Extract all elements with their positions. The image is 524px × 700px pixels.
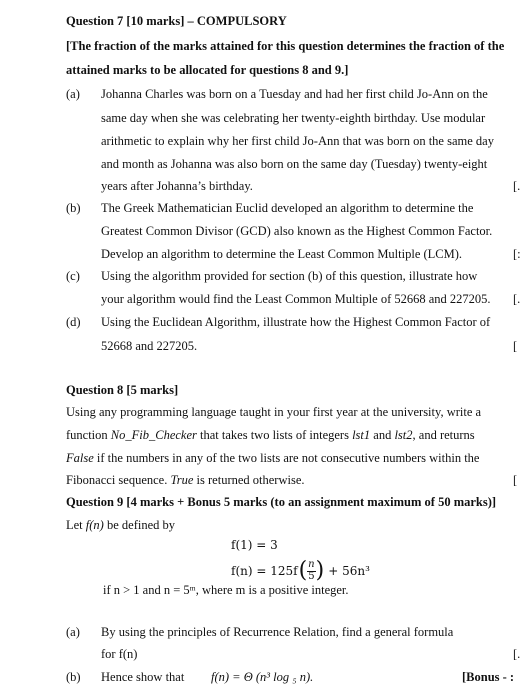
q7-intro-line-2: attained marks to be allocated for questions 8 and 9.]	[66, 63, 349, 77]
q8-line-1: Using any programming language taught in your first year at the university, write a	[66, 405, 482, 419]
q9-eq-paren: (	[298, 558, 308, 583]
q9-function: f(n)	[85, 518, 104, 532]
q8-line-2-text: and	[370, 428, 395, 442]
q8-false-keyword: False	[66, 451, 94, 465]
q8-list-name-1: lst1	[352, 428, 371, 442]
q7-part-c-label: (c)	[66, 269, 80, 283]
q9-part-a-line: for f(n)	[101, 647, 138, 661]
q8-line-2-text: that takes two lists of integers	[196, 428, 353, 442]
q9-part-b-line: Hence show that	[101, 670, 185, 684]
q8-mark: [	[513, 473, 518, 487]
q9-part-b-label: (b)	[66, 670, 81, 684]
q9-part-b-bonus-mark: [Bonus - :	[462, 670, 515, 684]
q9-eq-numerator: n	[308, 559, 315, 570]
q8-true-keyword: True	[170, 473, 194, 487]
q8-function-name: No_Fib_Checker	[110, 428, 197, 442]
q7-part-c-mark: [.	[513, 292, 521, 306]
q9-let-text: be defined by	[103, 518, 176, 532]
q7-heading: Question 7 [10 marks] – COMPULSORY	[66, 14, 287, 28]
q9-equation-base-case: f(1) = 3	[231, 538, 278, 552]
q9-equation-recurrence	[231, 560, 370, 582]
q9-eq-fraction	[307, 560, 315, 582]
q7-part-b-line: Greatest Common Divisor (GCD) also known as the Highest Common Factor.	[101, 224, 493, 238]
q7-part-a-mark: [.	[513, 179, 521, 193]
q9-eq-lhs: f(n) = 125f	[231, 564, 298, 578]
q7-part-c-line: Using the algorithm provided for section (b) of this question, illustrate how	[101, 269, 478, 283]
q8-heading: Question 8 [5 marks]	[66, 383, 179, 397]
q7-part-b-label: (b)	[66, 201, 81, 215]
q7-part-b-line: The Greek Mathematician Euclid developed an algorithm to determine the	[101, 201, 474, 215]
q8-line-4-text: is returned otherwise.	[193, 473, 305, 487]
q9-heading: Question 9 [4 marks + Bonus 5 marks (to an assignment maximum of 50 marks)]	[66, 495, 497, 509]
q9-part-a-mark: [.	[513, 647, 521, 661]
q7-part-d-label: (d)	[66, 315, 81, 329]
q7-part-c-line: your algorithm would find the Least Common Multiple of 52668 and 227205.	[101, 292, 491, 306]
q9-eq-rhs: + 56n³	[328, 564, 370, 578]
q9-let-text: Let	[66, 518, 86, 532]
q7-part-a-line: arithmetic to explain why her first child Jo-Ann that was born on the same day	[101, 134, 494, 148]
q7-part-a-line: same day when she was celebrating her twenty-eighth birthday. Use modular	[101, 111, 486, 125]
q7-part-d-mark: [	[513, 339, 518, 353]
q8-line-4	[66, 473, 305, 488]
q9-let-line	[66, 518, 175, 533]
q7-part-d-line: Using the Euclidean Algorithm, illustrate how the Highest Common Factor of	[101, 315, 491, 329]
q7-part-a-line: years after Johanna’s birthday.	[101, 179, 253, 193]
q9-part-b-formula: f(n) = Θ (n³ log ₅ n).	[211, 670, 314, 684]
q7-part-a-line: and month as Johanna was also born on the same day (Tuesday) twenty-eight	[101, 157, 488, 171]
q9-eq-denominator: 5	[308, 570, 315, 582]
q8-line-3-text: if the numbers in any of the two lists are not consecutive numbers within the	[93, 451, 480, 465]
q7-part-a-label: (a)	[66, 87, 80, 101]
q7-part-b-line: Develop an algorithm to determine the Least Common Multiple (LCM).	[101, 247, 463, 261]
q8-line-2	[66, 428, 475, 443]
q8-line-2-text: , and returns	[412, 428, 475, 442]
q8-list-name-2: lst2	[394, 428, 413, 442]
q9-part-a-label: (a)	[66, 625, 80, 639]
q7-intro-line-1: [The fraction of the marks attained for this question determines the fraction of the	[66, 39, 505, 53]
q9-condition: if n > 1 and n = 5ᵐ, where m is a positive integer.	[103, 583, 349, 597]
q7-part-b-mark: [:	[513, 247, 521, 261]
q9-part-a-line: By using the principles of Recurrence Relation, find a general formula	[101, 625, 454, 639]
q7-part-d-line: 52668 and 227205.	[101, 339, 198, 353]
q7-part-a-line: Johanna Charles was born on a Tuesday and had her first child Jo-Ann on the	[101, 87, 488, 101]
q9-eq-paren: )	[315, 558, 325, 583]
q8-line-3	[66, 451, 479, 466]
q8-line-4-text: Fibonacci sequence.	[66, 473, 171, 487]
q8-line-2-text: function	[66, 428, 111, 442]
